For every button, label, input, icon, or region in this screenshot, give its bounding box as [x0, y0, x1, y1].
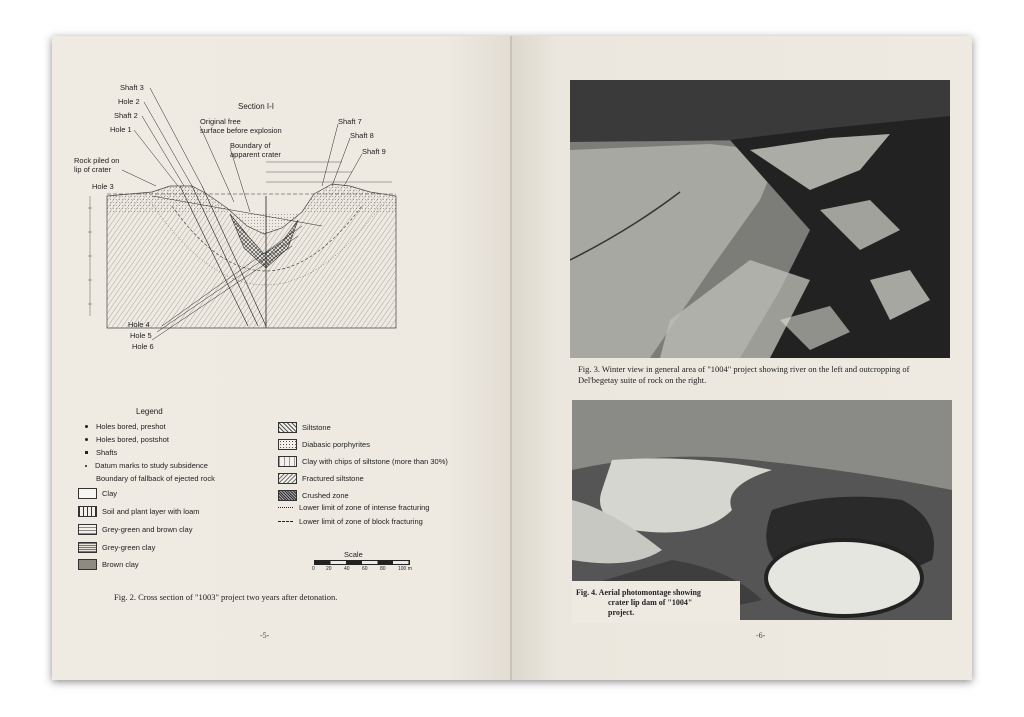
fig4-caption-line-3: project.: [608, 608, 635, 617]
label-orig-surface-2: surface before explosion: [200, 126, 282, 135]
legend-item: Shafts: [82, 448, 117, 457]
legend-item: Fractured siltstone: [278, 473, 364, 484]
scale-tick: 80: [380, 566, 386, 572]
legend-item: Datum marks to study subsidence: [82, 461, 208, 470]
fig2-caption: Fig. 2. Cross section of "1003" project two years after detonation.: [114, 592, 338, 602]
scale-title: Scale: [344, 550, 363, 559]
scale-bar: [314, 560, 410, 565]
label-rock-piled-2: lip of crater: [74, 165, 112, 174]
label-shaft-7: Shaft 7: [338, 117, 362, 126]
fig3-photo: [570, 80, 950, 358]
label-shaft-8: Shaft 8: [350, 131, 374, 140]
label-hole-4: Hole 4: [128, 320, 150, 329]
legend-item: Siltstone: [278, 422, 331, 433]
label-hole-3: Hole 3: [92, 182, 114, 191]
section-title: Section I-I: [238, 102, 275, 111]
scale-tick: 100 m: [398, 566, 412, 572]
legend-item: Grey-green and brown clay: [78, 524, 192, 535]
legend-item: Lower limit of zone of intense fracturing: [278, 503, 429, 512]
legend-item: Diabasic porphyrites: [278, 439, 370, 450]
scale-tick: 60: [362, 566, 368, 572]
label-boundary-2: apparent crater: [230, 150, 281, 159]
label-boundary-1: Boundary of: [230, 141, 271, 150]
label-shaft-9: Shaft 9: [362, 147, 386, 156]
legend-item: Lower limit of zone of block fracturing: [278, 517, 423, 526]
label-shaft-2: Shaft 2: [114, 111, 138, 120]
label-orig-surface-1: Original free: [200, 117, 241, 126]
scale-tick: 40: [344, 566, 350, 572]
label-hole-2: Hole 2: [118, 97, 140, 106]
page-number-right: -6-: [756, 631, 766, 640]
fig4-caption-line-2: crater lip dam of "1004": [608, 598, 693, 607]
scale-tick: 0: [312, 566, 315, 572]
legend-item: Soil and plant layer with loam: [78, 506, 200, 517]
legend-item: Holes bored, preshot: [82, 422, 166, 431]
fig3-caption: Fig. 3. Winter view in general area of "1004" project showing river on the left and outcropping of Del'begetay suite of rock on the right.: [578, 364, 910, 385]
legend-item: Crushed zone: [278, 490, 349, 501]
label-rock-piled-1: Rock piled on: [74, 156, 120, 165]
legend-item: Clay with chips of siltstone (more than 30%): [278, 456, 448, 467]
legend-item: Grey-green clay: [78, 542, 155, 553]
legend-item: Clay: [78, 488, 117, 499]
label-hole-5: Hole 5: [130, 331, 152, 340]
fig4-caption-line-1: Fig. 4. Aerial photomontage showing: [576, 588, 701, 597]
scale-tick: 20: [326, 566, 332, 572]
label-hole-6: Hole 6: [132, 342, 154, 351]
legend-item: Brown clay: [78, 559, 139, 570]
legend-title: Legend: [136, 407, 163, 416]
label-hole-1: Hole 1: [110, 125, 132, 134]
page-left: [52, 36, 512, 680]
label-shaft-3: Shaft 3: [120, 83, 144, 92]
legend-item: Holes bored, postshot: [82, 435, 169, 444]
booklet-spread: [52, 36, 972, 680]
legend-item: Boundary of fallback of ejected rock: [96, 474, 215, 483]
page-number-left: -5-: [260, 631, 270, 640]
